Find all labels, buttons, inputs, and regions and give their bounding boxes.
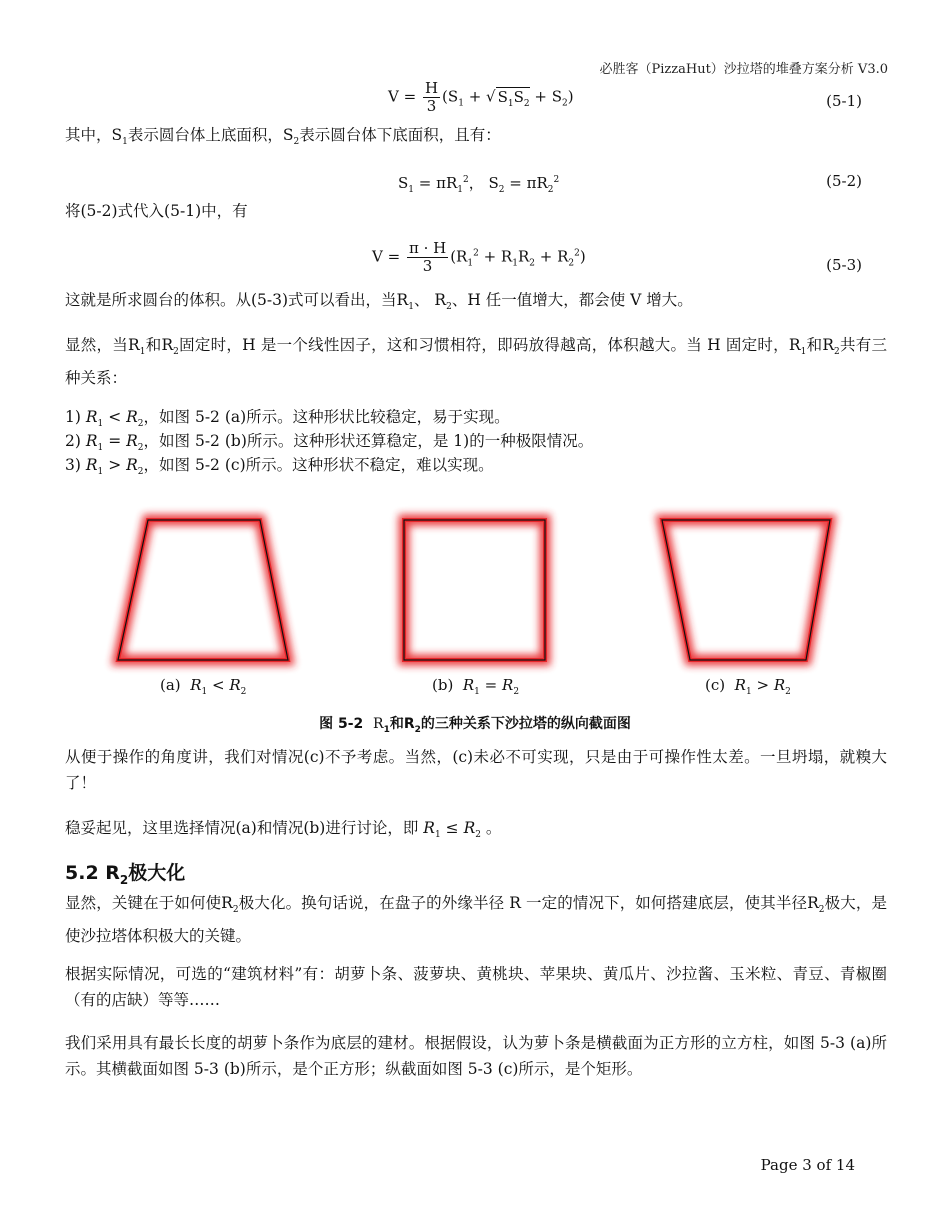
fraction: $\frac{\pi \cdot H}{3}$ — [408, 239, 447, 275]
equation-number: (5-1) — [826, 92, 862, 110]
figure-5-2-shapes — [0, 500, 950, 675]
running-header: 必胜客（PizzaHut）沙拉塔的堆叠方案分析 V3.0 — [599, 62, 888, 77]
paragraph-relations: 显然，当$R_1$和$R_2$固定时，H 是一个线性因子，这和习惯相符，即码放得越高，体积越大。当 H 固定时，$R_1$和$R_2$共有三种关系： — [65, 336, 888, 388]
list-item-2: 2) $R_1 = R_2$，如图 5-2 (b)所示。这种形状还算稳定，是 1)的一种极限情况。 — [65, 432, 594, 454]
equation-5-1 — [0, 80, 950, 120]
square-root: $S_1S_2$ — [497, 87, 530, 109]
fraction: $\frac{H}{3}$ — [424, 79, 439, 115]
paragraph-case-c: 从便于操作的角度讲，我们对情况(c)不予考虑。当然，(c)未必不可实现，只是由于可操作性太差。一旦坍塌，就糗大了！ — [65, 748, 887, 792]
paragraph-materials: 根据实际情况，可选的“建筑材料”有：胡萝卜条、菠萝块、黄桃块、苹果块、黄瓜片、沙拉酱、玉米粒、青豆、青椒圈（有的店缺）等等…… — [65, 965, 887, 1009]
paragraph-substitution: 将(5-2)式代入(5-1)中，有 — [65, 202, 248, 220]
equation-5-3-formula: V = $\frac{\pi \cdot H}{3}$ $(R_1^2 + R_1R_2 + R_2^2)$ — [372, 239, 586, 275]
paragraph-volume: 这就是所求圆台的体积。从(5-3)式可以看出，当$R_1$、 $R_2$、H 任一值增大，都会使 V 增大。 — [65, 291, 693, 313]
section-heading-5-2: 5.2 $R_2$极大化 — [65, 862, 186, 887]
list-item-1: 1) $R_1 < R_2$，如图 5-2 (a)所示。这种形状比较稳定，易于实现。 — [65, 408, 510, 430]
list-item-3: 3) $R_1 > R_2$，如图 5-2 (c)所示。这种形状不稳定，难以实现。 — [65, 456, 494, 478]
paragraph-choice: 稳妥起见，这里选择情况(a)和情况(b)进行讨论，即 $R_1 \le R_2$ 。 — [65, 819, 502, 841]
equation-number: (5-3) — [826, 256, 862, 274]
shape-b-rectangle — [404, 520, 545, 660]
paragraph-definitions: 其中，$S_1$表示圆台体上底面积，$S_2$表示圆台体下底面积，且有： — [65, 126, 501, 148]
equation-5-3 — [0, 240, 950, 280]
subcaption-a: (a) $R_1 < R_2$ — [160, 676, 247, 697]
equation-number: (5-2) — [826, 172, 862, 190]
figure-caption: 图 5-2 $R_1$和$R_2$的三种关系下沙拉塔的纵向截面图 — [319, 716, 631, 735]
paragraph-carrot: 我们采用具有最长长度的胡萝卜条作为底层的建材。根据假设，认为萝卜条是横截面为正方形的立方柱，如图 5-3 (a)所示。其横截面如图 5-3 (b)所示，是个正方形；纵截面如图 5-3 (c)所示，是个矩形。 — [65, 1034, 887, 1078]
shape-c-inverted-trapezoid — [662, 520, 830, 660]
subcaption-b: (b) $R_1 = R_2$ — [432, 676, 520, 697]
subcaption-c: (c) $R_1 > R_2$ — [705, 676, 791, 697]
equation-5-2-formula: $S_1 = \pi R_1^2$， $S_2 = \pi R_2^2$ — [398, 174, 560, 195]
shape-a-trapezoid — [118, 520, 288, 660]
paragraph-maximize: 显然，关键在于如何使$R_2$极大化。换句话说，在盘子的外缘半径 R 一定的情况下，如何搭建底层，使其半径$R_2$极大，是使沙拉塔体积极大的关键。 — [65, 894, 887, 946]
page-number: Page 3 of 14 — [760, 1156, 855, 1174]
equation-5-1-formula: V = $\frac{H}{3}$ ($S_1$ + √ $S_1S_2 + S_2$) — [388, 79, 574, 115]
